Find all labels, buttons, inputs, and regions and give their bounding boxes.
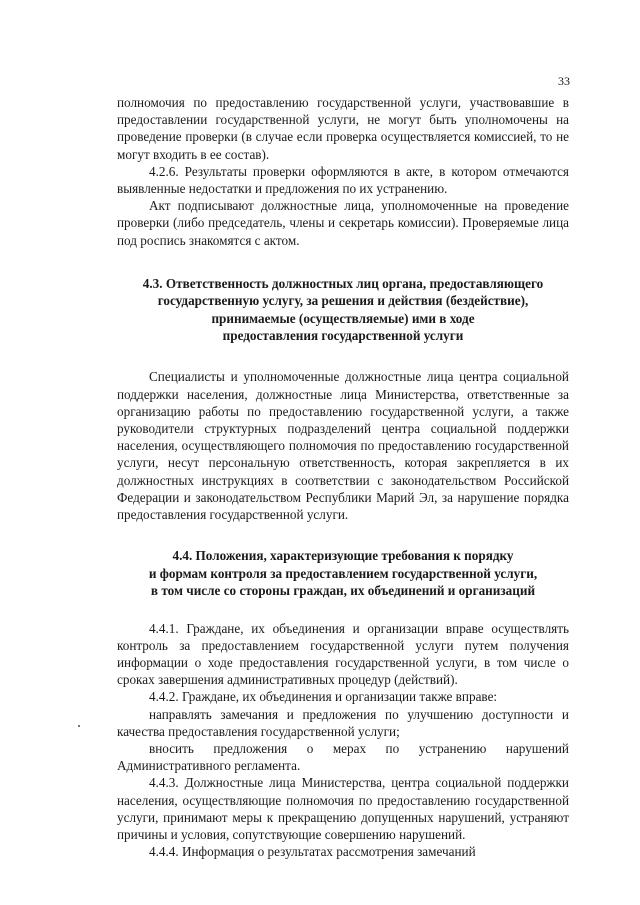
paragraph: Специалисты и уполномоченные должностные лица центра социальной поддержки населения, должностные лица Министерства, ответственные за организацию работы по предоставлению государственной услуги, а также руководители структурных подразделений центра социальной поддержки населения, осуществляющего полномочия по предоставлению государственной услуги, несут персональную ответственность, которая закрепляется в их должностных инструкциях в соответствии с законодательством Российской Федерации и законодательством Республики Марий Эл, за нарушение порядка предоставления государственной услуги. xyxy=(117,369,569,523)
document-body xyxy=(117,94,569,860)
paragraph: 4.4.1. Граждане, их объединения и организации вправе осуществлять контроль за предоставлением государственной услуги путем получения информации о ходе предоставления государственной услуги, в том числе о сроках завершения административных процедур (действий). xyxy=(117,620,569,688)
section-heading-4-3 xyxy=(117,275,569,345)
section-heading-4-4 xyxy=(117,547,569,599)
paragraph: Акт подписывают должностные лица, уполномоченные на проведение проверки (либо председатель, члены и секретарь комиссии). Проверяемые лица под роспись знакомятся с актом. xyxy=(117,198,569,248)
paragraph: 4.4.4. Информация о результатах рассмотрения замечаний xyxy=(149,844,476,860)
heading-line: предоставления государственной услуги xyxy=(222,328,464,344)
paragraph: направлять замечания и предложения по улучшению доступности и качества предоставления государственной услуги; xyxy=(117,706,569,739)
heading-line: принимаемые (осуществляемые) ими в ходе xyxy=(211,310,475,326)
paragraph: полномочия по предоставлению государственной услуги, участвовавшие в предоставлении государственной услуги, не могут быть уполномочены на проведение проверки (в случае если проверка осуществляется комиссией, то не могут входить в ее состав). xyxy=(117,95,569,162)
heading-line: в том числе со стороны граждан, их объединений и организаций xyxy=(150,583,536,599)
heading-line: государственную услугу, за решения и действия (бездействие), xyxy=(157,293,529,309)
paragraph: 4.4.2. Граждане, их объединения и организации также вправе: xyxy=(149,689,498,705)
paragraph: 4.4.3. Должностные лица Министерства, центра социальной поддержки населения, осуществляющие полномочия по предоставлению государственной услуги, принимают меры к прекращению допущенных нарушений, устраняют причины и условия, сопутствующие совершению нарушений. xyxy=(117,775,569,842)
paragraph: вносить предложения о мерах по устранению нарушений Административного регламента. xyxy=(117,740,569,774)
heading-line: и формам контроля за предоставлением государственной услуги, xyxy=(148,565,538,581)
paragraph: 4.2.6. Результаты проверки оформляются в акте, в котором отмечаются выявленные недостатки и предложения по их устранению. xyxy=(117,163,569,197)
heading-line: 4.3. Ответственность должностных лиц органа, предоставляющего xyxy=(142,275,544,291)
page-number: 33 xyxy=(558,74,570,88)
heading-line: 4.4. Положения, характеризующие требования к порядку xyxy=(172,548,514,564)
scan-speck xyxy=(78,725,80,727)
